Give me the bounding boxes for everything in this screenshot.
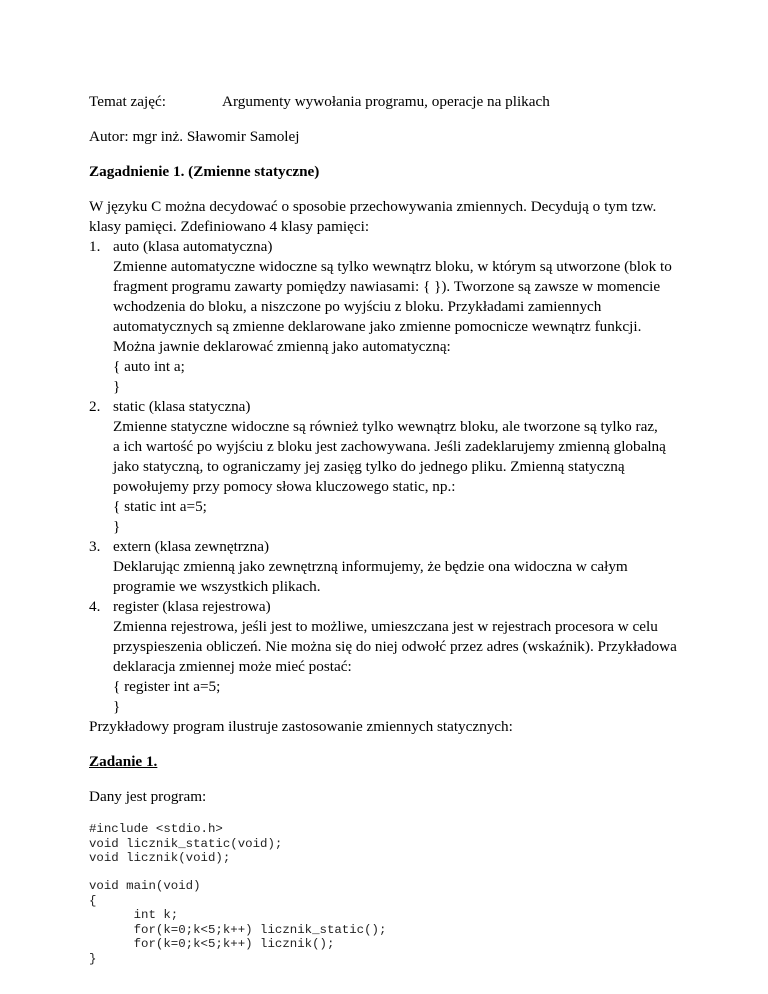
topic-title: Argumenty wywołania programu, operacje na plikach	[222, 93, 550, 110]
list-item-title: extern (klasa zewnętrzna)	[113, 538, 269, 555]
list-item-line: Zmienna rejestrowa, jeśli jest to możliwe, umieszczana jest w rejestrach procesora w celu	[113, 618, 658, 635]
task-heading: Zadanie 1.	[89, 753, 158, 770]
code-block-includes: #include <stdio.h> void licznik_static(void); void licznik(void);	[89, 822, 283, 866]
list-item-line: programie we wszystkich plikach.	[113, 578, 321, 595]
list-item-line: Zmienne statyczne widoczne są również tylko wewnątrz bloku, ale tworzone są tylko raz,	[113, 418, 658, 435]
list-item-line: automatycznych są zmienne deklarowane jako zmienne pomocnicze wewnątrz funkcji.	[113, 318, 642, 335]
list-item-line: }	[113, 378, 121, 395]
list-item-line: }	[113, 698, 121, 715]
list-item-line: { auto int a;	[113, 358, 185, 375]
list-item-title: register (klasa rejestrowa)	[113, 598, 271, 615]
code-block-main: void main(void) { int k; for(k=0;k<5;k++) licznik_static(); for(k=0;k<5;k++) licznik(); }	[89, 879, 387, 966]
list-item-title: auto (klasa automatyczna)	[113, 238, 273, 255]
list-item-line: przyspieszenia obliczeń. Nie można się do niej odwołć przez adres (wskaźnik). Przykładowa	[113, 638, 677, 655]
intro-line-2: klasy pamięci. Zdefiniowano 4 klasy pamięci:	[89, 218, 370, 235]
list-item-line: { static int a=5;	[113, 498, 207, 515]
list-item-line: a ich wartość po wyjściu z bloku jest zachowywana. Jeśli zadeklarujemy zmienną globalną	[113, 438, 666, 455]
task-intro: Dany jest program:	[89, 788, 207, 805]
list-item-line: jako statyczną, to ograniczamy jej zasięg tylko do jednego pliku. Zmienną statyczną	[113, 458, 625, 475]
section-heading: Zagadnienie 1. (Zmienne statyczne)	[89, 163, 320, 180]
topic-label: Temat zajęć:	[89, 93, 166, 110]
list-number: 3.	[89, 538, 101, 555]
list-number: 2.	[89, 398, 101, 415]
list-item-line: Deklarując zmienną jako zewnętrzną informujemy, że będzie ona widoczna w całym	[113, 558, 628, 575]
outro-line: Przykładowy program ilustruje zastosowanie zmiennych statycznych:	[89, 718, 513, 735]
list-item-line: }	[113, 518, 121, 535]
list-item-line: wchodzenia do bloku, a niszczone po wyjściu z bloku. Przykładami zamiennych	[113, 298, 602, 315]
list-item-line: Zmienne automatyczne widoczne są tylko wewnątrz bloku, w którym są utworzone (blok to	[113, 258, 672, 275]
list-item-title: static (klasa statyczna)	[113, 398, 251, 415]
list-item-line: fragment programu zawarty pomiędzy nawiasami: { }). Tworzone są zawsze w momencie	[113, 278, 661, 295]
author-line: Autor: mgr inż. Sławomir Samolej	[89, 128, 300, 145]
list-number: 4.	[89, 598, 101, 615]
list-number: 1.	[89, 238, 101, 255]
list-item-line: { register int a=5;	[113, 678, 221, 695]
intro-line-1: W języku C można decydować o sposobie przechowywania zmiennych. Decydują o tym tzw.	[89, 198, 657, 215]
list-item-line: powołujemy przy pomocy słowa kluczowego static, np.:	[113, 478, 456, 495]
list-item-line: deklaracja zmiennej może mieć postać:	[113, 658, 352, 675]
list-item-line: Można jawnie deklarować zmienną jako automatyczną:	[113, 338, 451, 355]
